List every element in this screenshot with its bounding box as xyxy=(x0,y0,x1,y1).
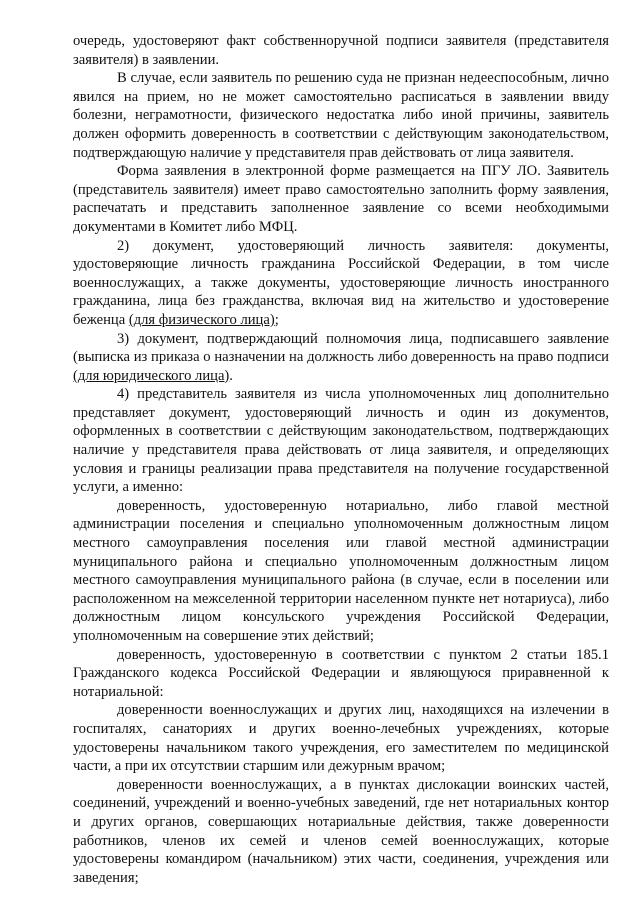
paragraph-item-4-representative: 4) представитель заявителя из числа уполномоченных лиц дополнительно представляет документ, удостоверяющий личность и один из документов, оформленных в соответствии с действующим законодательством, подтверждающих наличие у представителя права действовать от лица заявителя, и определяющих условия и границы реализации права представителя на получение государственной услуги, а именно: xyxy=(73,386,609,496)
item-3-text: 3) документ, подтверждающий полномочия лица, подписавшего заявление (выписка из приказа о назначении на должность либо доверенность на право подписи xyxy=(73,330,609,366)
paragraph-incapable-applicant: В случае, если заявитель по решению суда не признан недееспособным, лично явился на прием, но не может самостоятельно расписаться в заявлении ввиду болезни, неграмотности, физического недостатка либо иной причины, заявитель должен оформить доверенность в соответствии с действующим законодательством, подтверждающую наличие у представителя прав действовать от лица заявителя. xyxy=(73,70,609,161)
paragraph-equivalent-power-of-attorney: доверенность, удостоверенную в соответствии с пунктом 2 статьи 185.1 Гражданского кодекса Российской Федерации и являющуюся приравненной к нотариальной: xyxy=(73,646,609,700)
item-3-underlined-note: (для юридического лица) xyxy=(73,367,230,384)
paragraph-hospital-power-of-attorney: доверенности военнослужащих и других лиц, находящихся на излечении в госпиталях, санаториях и других военно-лечебных учреждениях, которые удостоверены начальником такого учреждения, его заместителем по медицинской части, а при их отсутствии старшим или дежурным врачом; xyxy=(73,702,609,775)
paragraph-item-3-authority-document xyxy=(73,330,609,386)
item-2-text: 2) документ, удостоверяющий личность заявителя: документы, удостоверяющие личность гражданина Российской Федерации, в том числе военнослужащих, а также документы, удостоверяющие личность иностранного гражданина, лица без гражданства, включая вид на жительство и удостоверение беженца xyxy=(73,237,609,328)
paragraph-notarial-power-of-attorney: доверенность, удостоверенную нотариально, либо главой местной администрации поселения и специально уполномоченным должностным лицом местного самоуправления поселения или главой местной администрации муниципального района и специально уполномоченным должностным лицом местного самоуправления муниципального района (в случае, если в поселении или расположенном на межселенной территории населенном пункте нет нотариуса), либо должностным лицом консульского учреждения Российской Федерации, уполномоченным на совершение этих действий; xyxy=(73,497,609,644)
document-page xyxy=(73,32,609,887)
item-3-suffix: . xyxy=(229,367,233,384)
item-2-suffix: ; xyxy=(274,311,279,328)
paragraph-electronic-form: Форма заявления в электронной форме размещается на ПГУ ЛО. Заявитель (представитель заявителя) имеет право самостоятельно заполнить форму заявления, распечатать и представить заполненное заявление со всеми необходимыми документами в Комитет либо МФЦ. xyxy=(73,163,609,235)
paragraph-signature-continuation: очередь, удостоверяют факт собственноручной подписи заявителя (представителя заявителя) в заявлении. xyxy=(73,33,609,68)
paragraph-military-power-of-attorney: доверенности военнослужащих, а в пунктах дислокации воинских частей, соединений, учреждений и военно-учебных заведений, где нет нотариальных контор и других органов, совершающих нотариальные действия, также доверенности работников, членов их семей и членов семей военнослужащих, которые удостоверены командиром (начальником) этих части, соединения, учреждения или заведения; xyxy=(73,776,609,886)
item-2-underlined-note: (для физического лица) xyxy=(128,311,275,328)
paragraph-item-2-identity-document xyxy=(73,237,609,330)
